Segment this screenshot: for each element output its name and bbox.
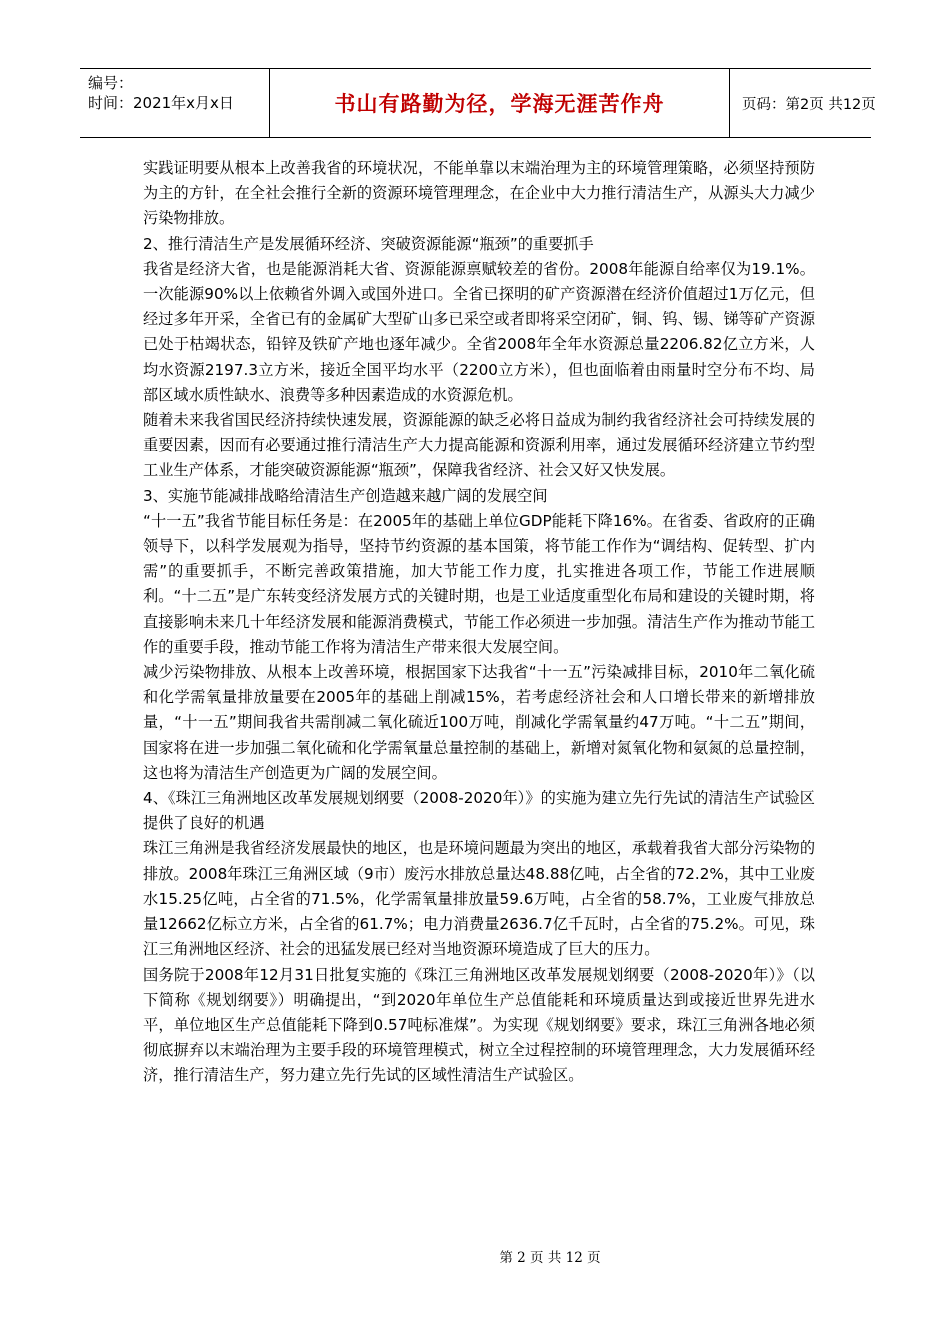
document-date-label: 时间：2021年x月x日 [88, 94, 234, 112]
body-paragraph: 我省是经济大省，也是能源消耗大省、资源能源禀赋较差的省份。2008年能源自给率仅为19.1%。一次能源90%以上依赖省外调入或国外进口。全省已探明的矿产资源潜在经济价值超过1万亿元，但经过多年开采，全省已有的金属矿大型矿山多已采空或者即将采空闭矿，铜、钨、锡、锑等矿产资源已处于枯竭状态，铅锌及铁矿产地也逐年减少。全省2008年全年水资源总量2206.82亿立方米，人均水资源2197.3立方米，接近全国平均水平（2200立方米），但也面临着由雨量时空分布不均、局部区域水质性缺水、浪费等多种因素造成的水资源危机。 [143, 259, 815, 404]
header-page-cell [730, 69, 876, 137]
section-heading: 3、实施节能减排战略给清洁生产创造越来越广阔的发展空间 [143, 486, 548, 505]
header-info-cell [80, 69, 270, 137]
body-paragraph: 珠江三角洲是我省经济发展最快的地区，也是环境问题最为突出的地区，承载着我省大部分污染物的排放。2008年珠江三角洲区域（9市）废污水排放总量达48.88亿吨，占全省的72.2%，其中工业废水15.25亿吨，占全省的71.5%，化学需氧量排放量59.6万吨，占全省的58.7%，工业废气排放总量12662亿标立方米，占全省的61.7%；电力消费量2636.7亿千瓦时，占全省的75.2%。可见，珠江三角洲地区经济、社会的迅猛发展已经对当地资源环境造成了巨大的压力。 [143, 839, 815, 959]
header-motto-cell [270, 69, 730, 137]
header-motto: 书山有路勤为径，学海无涯苦作舟 [334, 92, 665, 116]
header-page-info: 页码：第2页 共12页 [742, 96, 876, 113]
page-footer [0, 1246, 950, 1266]
document-number-label: 编号： [88, 74, 134, 92]
body-paragraph: 实践证明要从根本上改善我省的环境状况，不能单靠以末端治理为主的环境管理策略，必须坚持预防为主的方针，在全社会推行全新的资源环境管理理念，在企业中大力推行清洁生产，从源头大力减少污染物排放。 [143, 159, 815, 228]
document-body [143, 156, 815, 1089]
footer-page-number: 第 2 页 共 12 页 [499, 1250, 601, 1266]
section-heading: 2、推行清洁生产是发展循环经济、突破资源能源“瓶颈”的重要抓手 [143, 234, 594, 253]
body-paragraph: 随着未来我省国民经济持续快速发展，资源能源的缺乏必将日益成为制约我省经济社会可持续发展的重要因素，因而有必要通过推行清洁生产大力提高能源和资源利用率，通过发展循环经济建立节约型工业生产体系，才能突破资源能源“瓶颈”，保障我省经济、社会又好又快发展。 [143, 411, 815, 480]
page-header [80, 68, 876, 138]
body-paragraph: 4、《珠江三角洲地区改革发展规划纲要（2008-2020年）》的实施为建立先行先试的清洁生产试验区提供了良好的机遇 [143, 789, 815, 833]
body-paragraph: 减少污染物排放、从根本上改善环境，根据国家下达我省“十一五”污染减排目标，2010年二氧化硫和化学需氧量排放量要在2005年的基础上削减15%，若考虑经济社会和人口增长带来的新增排放量，“十一五”期间我省共需削减二氧化硫近100万吨，削减化学需氧量约47万吨。“十二五”期间，国家将在进一步加强二氧化硫和化学需氧量总量控制的基础上，新增对氮氧化物和氨氮的总量控制，这也将为清洁生产创造更为广阔的发展空间。 [143, 663, 815, 782]
body-paragraph: “十一五”我省节能目标任务是：在2005年的基础上单位GDP能耗下降16%。在省委、省政府的正确领导下，以科学发展观为指导，坚持节约资源的基本国策，将节能工作作为“调结构、促转型、扩内需”的重要抓手，不断完善政策措施，加大节能工作力度，扎实推进各项工作，节能工作进展顺利。“十二五”是广东转变经济发展方式的关键时期，也是工业适度重型化布局和建设的关键时期，将直接影响未来几十年经济发展和能源消费模式，节能工作必须进一步加强。清洁生产作为推动节能工作的重要手段，推动节能工作将为清洁生产带来很大发展空间。 [143, 511, 815, 656]
body-paragraph: 国务院于2008年12月31日批复实施的《珠江三角洲地区改革发展规划纲要（2008-2020年）》（以下简称《规划纲要》）明确提出，“到2020年单位生产总值能耗和环境质量达到或接近世界先进水平，单位地区生产总值能耗下降到0.57吨标准煤”。为实现《规划纲要》要求，珠江三角洲各地必须彻底摒弃以末端治理为主要手段的环境管理模式，树立全过程控制的环境管理理念，大力发展循环经济，推行清洁生产，努力建立先行先试的区域性清洁生产试验区。 [143, 965, 815, 1085]
